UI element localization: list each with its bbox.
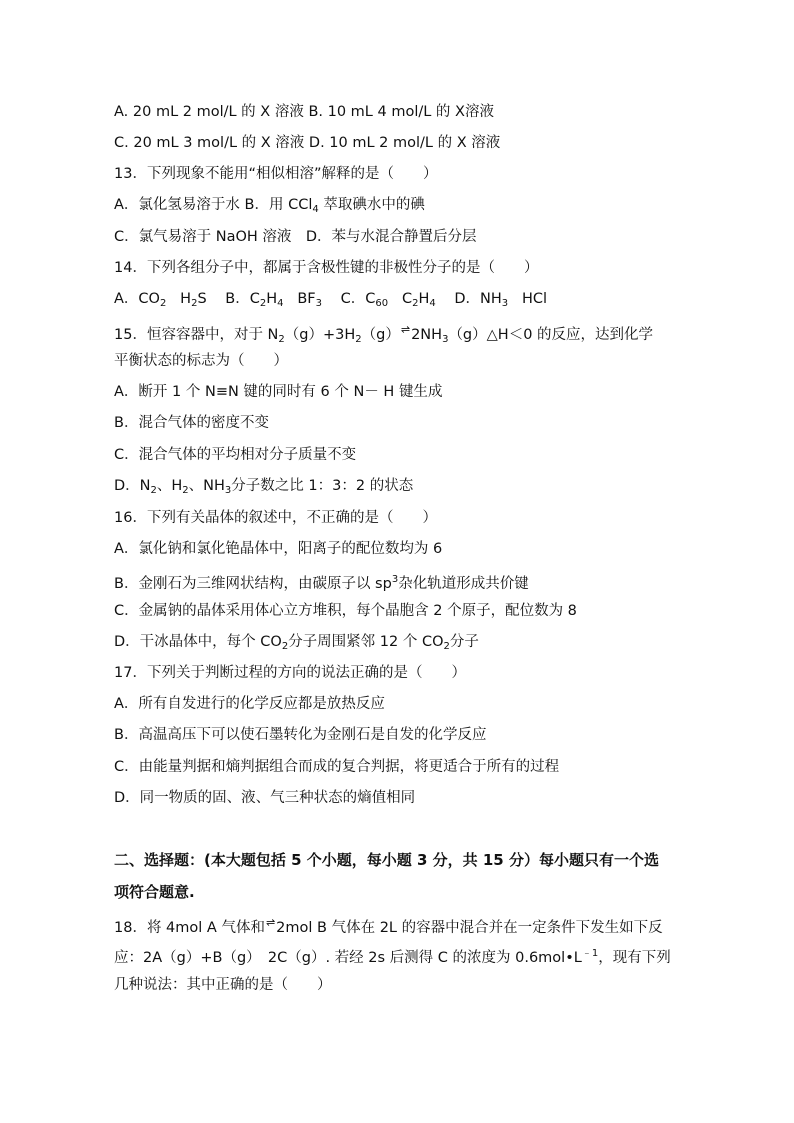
q18-stem-line3: 几种说法：其中正确的是（ ） (114, 977, 332, 993)
q14-option-a: A．$CO_2$ $H_2S$ (114, 291, 207, 309)
q15-option-a: A．断开 1 个 N≡N 键的同时有 6 个 N－ H 键生成 (114, 384, 443, 400)
q17-option-b: B．高温高压下可以使石墨转化为金刚石是自发的化学反应 (114, 727, 487, 743)
q17-stem: 17．下列关于判断过程的方向的说法正确的是（ ） (114, 665, 466, 681)
q14-stem: 14．下列各组分子中，都属于含极性键的非极性分子的是（ ） (114, 260, 539, 276)
q12-option-c-d: C. 20 mL 3 mol/L 的 X 溶液 D. 10 mL 2 mol/L 的 X 溶液 (114, 135, 501, 151)
q13-stem: 13．下列现象不能用“相似相溶”解释的是（ ） (114, 166, 438, 182)
section-2-heading-cont: 项符合题意. (114, 883, 195, 901)
q14-option-b: B．$C_2H_4$ $BF_3$ (225, 291, 323, 309)
reversible-arrow-icon: ⇌ (400, 323, 411, 336)
q17-option-c: C．由能量判据和熵判据组合而成的复合判据，将更适合于所有的过程 (114, 759, 560, 775)
q16-option-b: B．金刚石为三维网状结构，由碳原子以 $sp^3$杂化轨道形成共价键 (114, 574, 529, 592)
q15-option-b: B．混合气体的密度不变 (114, 415, 269, 431)
q17-option-d: D．同一物质的固、液、气三种状态的熵值相同 (114, 790, 416, 806)
q12-option-a-b: A. 20 mL 2 mol/L 的 X 溶液 B. 10 mL 4 mol/L 的 X溶液 (114, 104, 494, 120)
q15-option-c: C．混合气体的平均相对分子质量不变 (114, 447, 357, 463)
q14-option-d: D．$NH_3$ HCl (454, 291, 548, 309)
q16-stem: 16．下列有关晶体的叙述中，不正确的是（ ） (114, 510, 437, 526)
q15-stem: 15．恒容容器中，对于 $N_2(g)+3H_2(g)\rightleftharpoons 2NH_3(g)\triangle H<0$ 的反应，达到化学 (114, 320, 653, 350)
q14-options (114, 289, 547, 314)
q16-option-d: D．干冰晶体中，每个 $CO_2$分子周围紧邻 12 个 $CO_2$分子 (114, 634, 479, 652)
q18-stem-line1: 18．将 4mol A 气体和⇌2mol B 气体在 2L 的容器中混合并在一定条件下发生如下反 (114, 913, 663, 938)
q16-option-a: A．氯化钠和氯化铯晶体中，阳离子的配位数均为 6 (114, 541, 443, 557)
q13-option-c-d: C．氯气易溶于 NaOH 溶液 D．苯与水混合静置后分层 (114, 229, 477, 245)
q16-option-c: C．金属钠的晶体采用体心立方堆积，每个晶胞含 2 个原子，配位数为 8 (114, 603, 577, 619)
q18-stem-line2: 应：2A（g）+B（g） 2C（g）. 若经 2s 后测得 C 的浓度为 $0.6mol•L^{﹣1}$，现有下列 (114, 948, 671, 966)
q15-option-d: D．$N_2$、$H_2$、$NH_3$分子数之比 1：3：2 的状态 (114, 478, 414, 496)
section-2-heading: 二、选择题：(本大题包括 5 个小题，每小题 3 分，共 15 分）每小题只有一个选 (114, 851, 659, 869)
reversible-arrow-icon: ⇌ (265, 916, 276, 929)
q14-option-c: C．$C_{60}$ $C_2H_4$ (340, 291, 436, 309)
q15-stem-cont: 平衡状态的标志为（ ） (114, 353, 288, 369)
q17-option-a: A．所有自发进行的化学反应都是放热反应 (114, 696, 385, 712)
q13-option-a-b: A．氯化氢易溶于水 B．用 CCl$_4$ 萃取碘水中的碘 (114, 197, 425, 215)
